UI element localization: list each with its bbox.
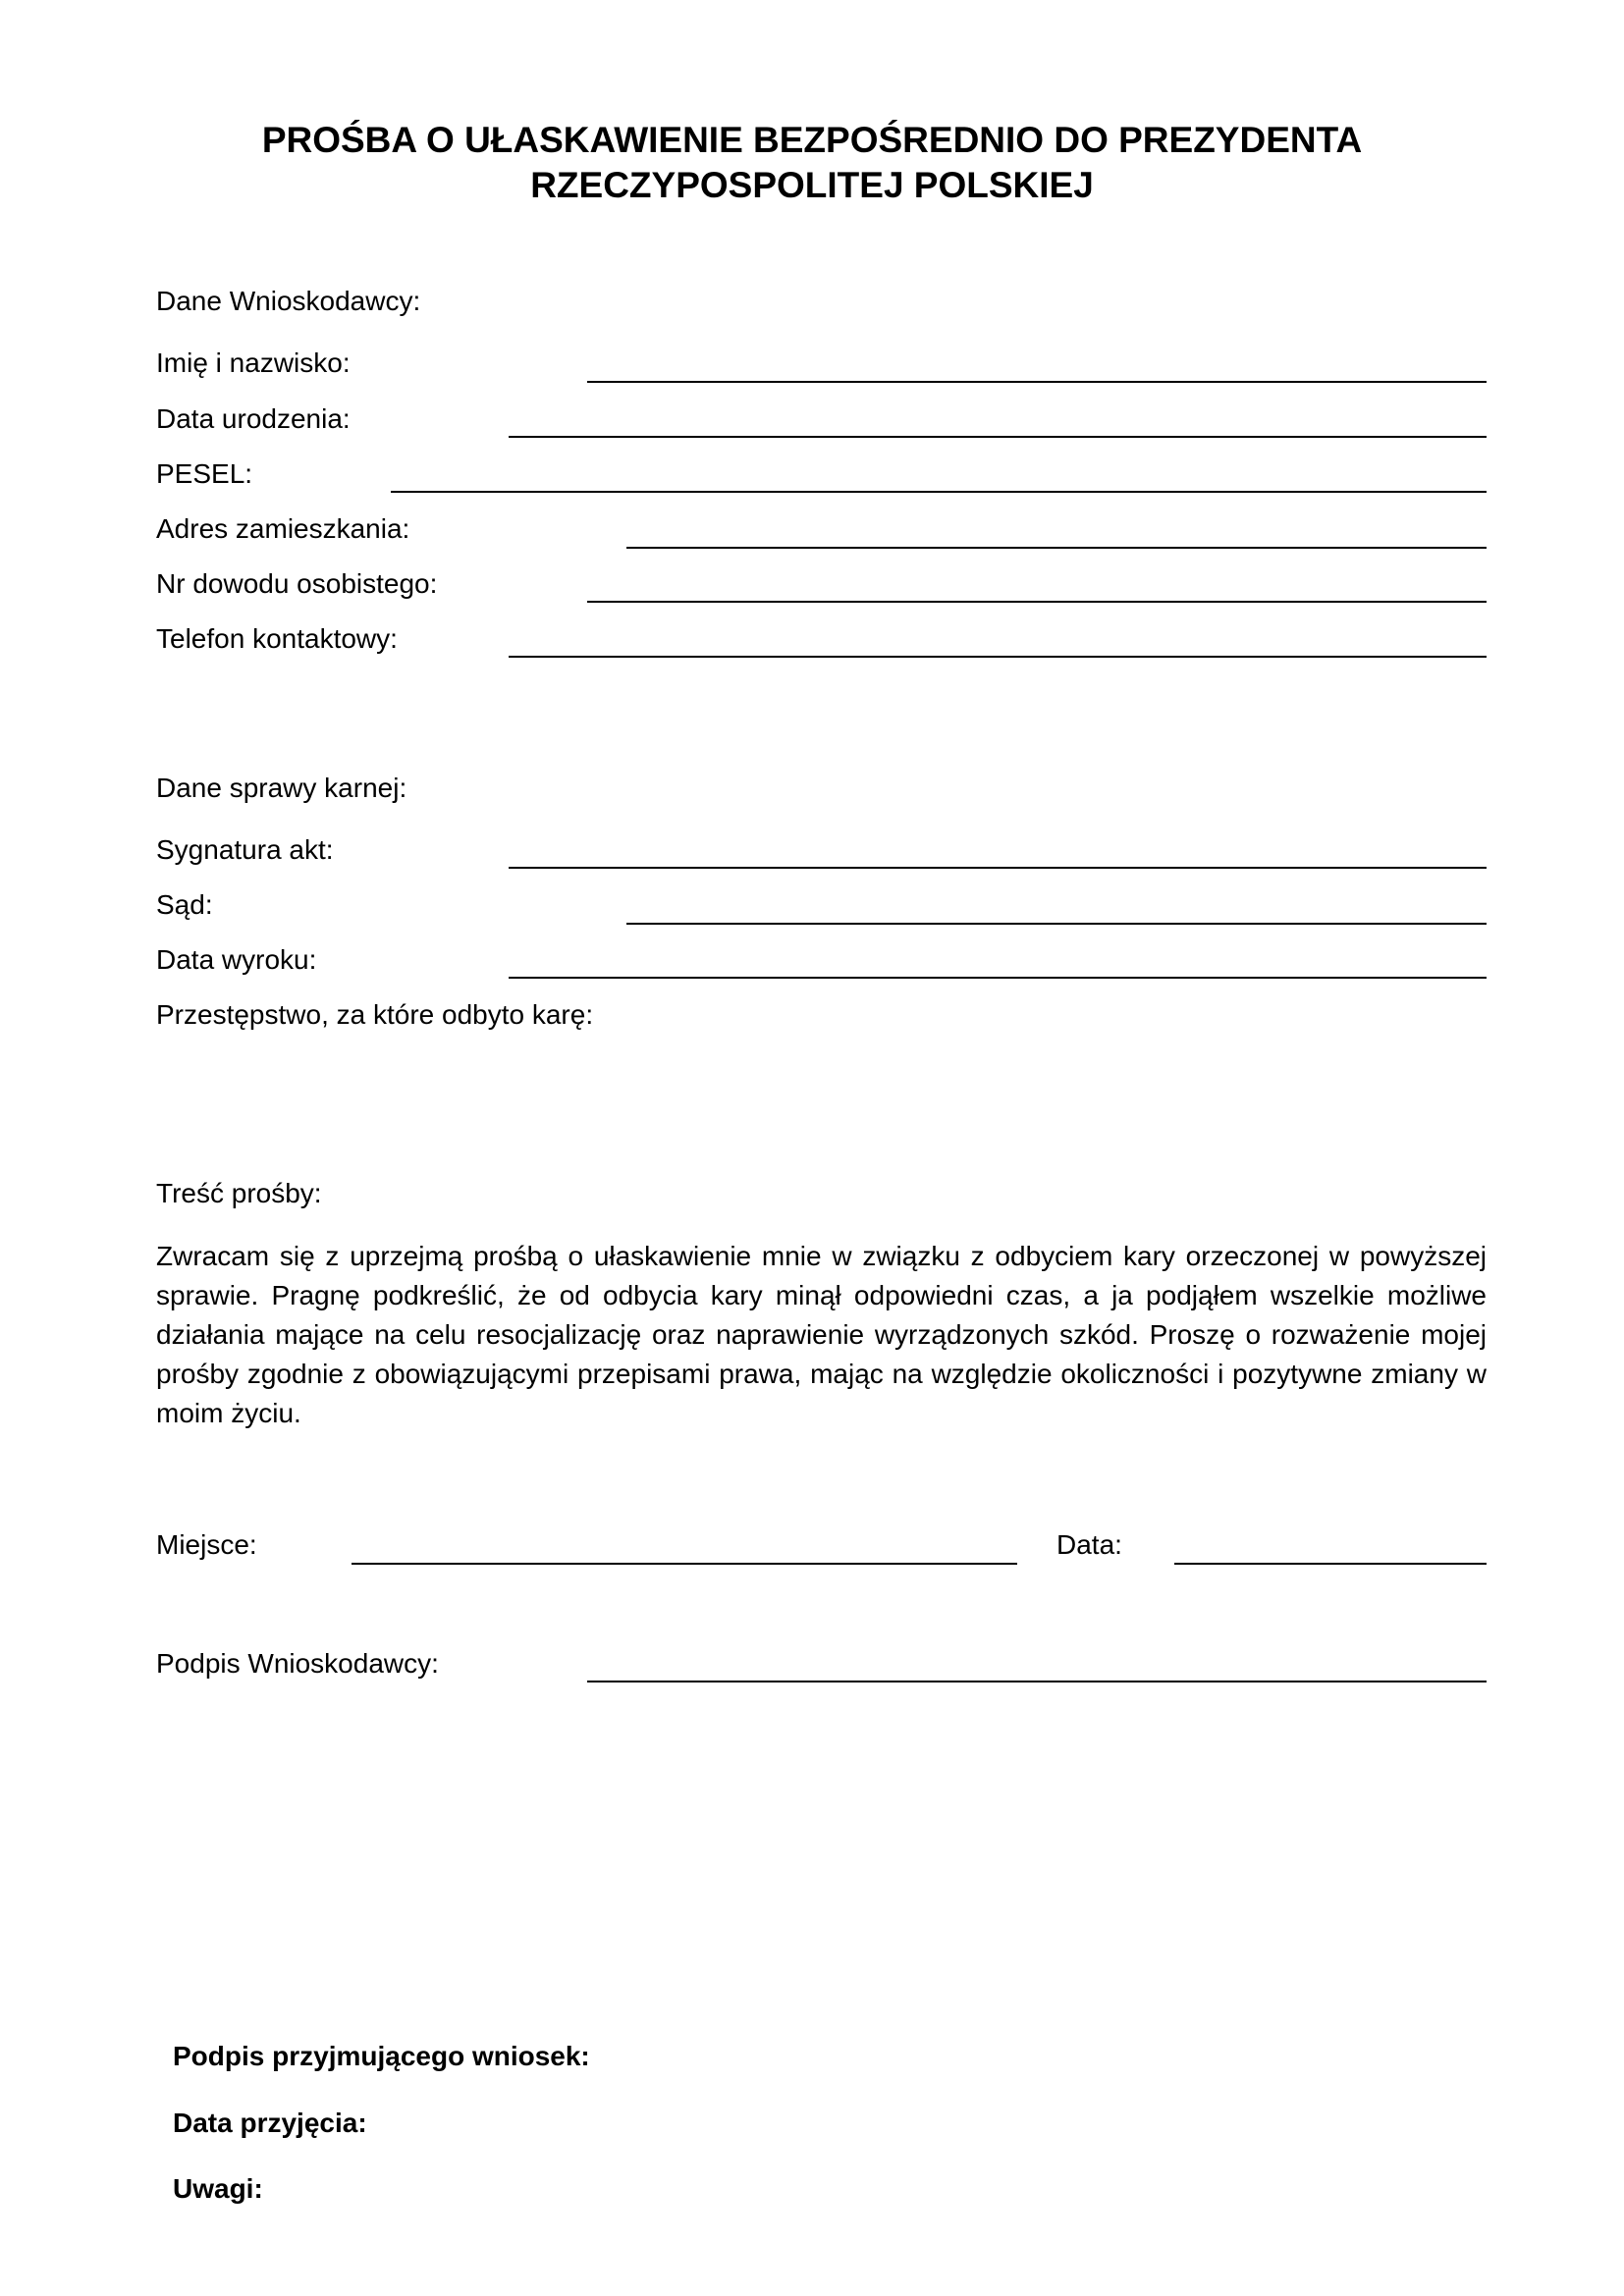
phone-field-line[interactable] [509, 656, 1487, 658]
case-signature-label: Sygnatura akt: [156, 834, 334, 865]
pesel-field-line[interactable] [391, 491, 1487, 493]
notes-label: Uwagi: [173, 2173, 263, 2204]
receiver-signature-label: Podpis przyjmującego wniosek: [173, 2041, 590, 2071]
document-title-line1: PROŚBA O UŁASKAWIENIE BEZPOŚREDNIO DO PREZYDENTA [261, 120, 1363, 160]
birthdate-field-line[interactable] [509, 436, 1487, 438]
applicant-signature-label: Podpis Wnioskodawcy: [156, 1648, 439, 1679]
case-signature-field-line[interactable] [509, 867, 1487, 869]
date-label: Data: [1056, 1529, 1122, 1560]
request-section-heading: Treść prośby: [156, 1178, 322, 1208]
place-field-line[interactable] [352, 1563, 1017, 1565]
birthdate-label: Data urodzenia: [156, 403, 351, 434]
court-label: Sąd: [156, 889, 213, 920]
place-label: Miejsce: [156, 1529, 257, 1560]
pesel-label: PESEL: [156, 458, 253, 489]
offense-label: Przestępstwo, za które odbyto karę: [156, 999, 594, 1030]
id-number-label: Nr dowodu osobistego: [156, 568, 438, 599]
verdict-date-field-line[interactable] [509, 977, 1487, 979]
address-label: Adres zamieszkania: [156, 513, 410, 544]
phone-label: Telefon kontaktowy: [156, 623, 398, 654]
id-number-field-line[interactable] [587, 601, 1487, 603]
receipt-date-label: Data przyjęcia: [173, 2108, 367, 2138]
request-body: Zwracam się z uprzejmą prośbą o ułaskawienie mnie w związku z odbyciem kary orzeczonej w powyższej sprawie. Pragnę podkreślić, że od odbycia kary minął odpowiedni czas, a ja podjąłem wszelkie możliwe działania mające na celu resocjalizację oraz naprawienie wyrządzonych szkód. Proszę o rozważenie mojej prośby zgodnie z obowiązującymi przepisami prawa, mając na względzie okoliczności i pozytywne zmiany w moim życiu. [156, 1241, 1487, 1428]
case-section-heading: Dane sprawy karnej: [156, 773, 407, 803]
address-field-line[interactable] [626, 547, 1487, 549]
court-field-line[interactable] [626, 923, 1487, 925]
document-title-line2: RZECZYPOSPOLITEJ POLSKIEJ [530, 165, 1094, 205]
applicant-signature-field-line[interactable] [587, 1681, 1487, 1682]
verdict-date-label: Data wyroku: [156, 944, 317, 975]
name-field-line[interactable] [587, 381, 1487, 383]
applicant-section-heading: Dane Wnioskodawcy: [156, 286, 421, 316]
date-field-line[interactable] [1174, 1563, 1487, 1565]
name-label: Imię i nazwisko: [156, 347, 351, 378]
